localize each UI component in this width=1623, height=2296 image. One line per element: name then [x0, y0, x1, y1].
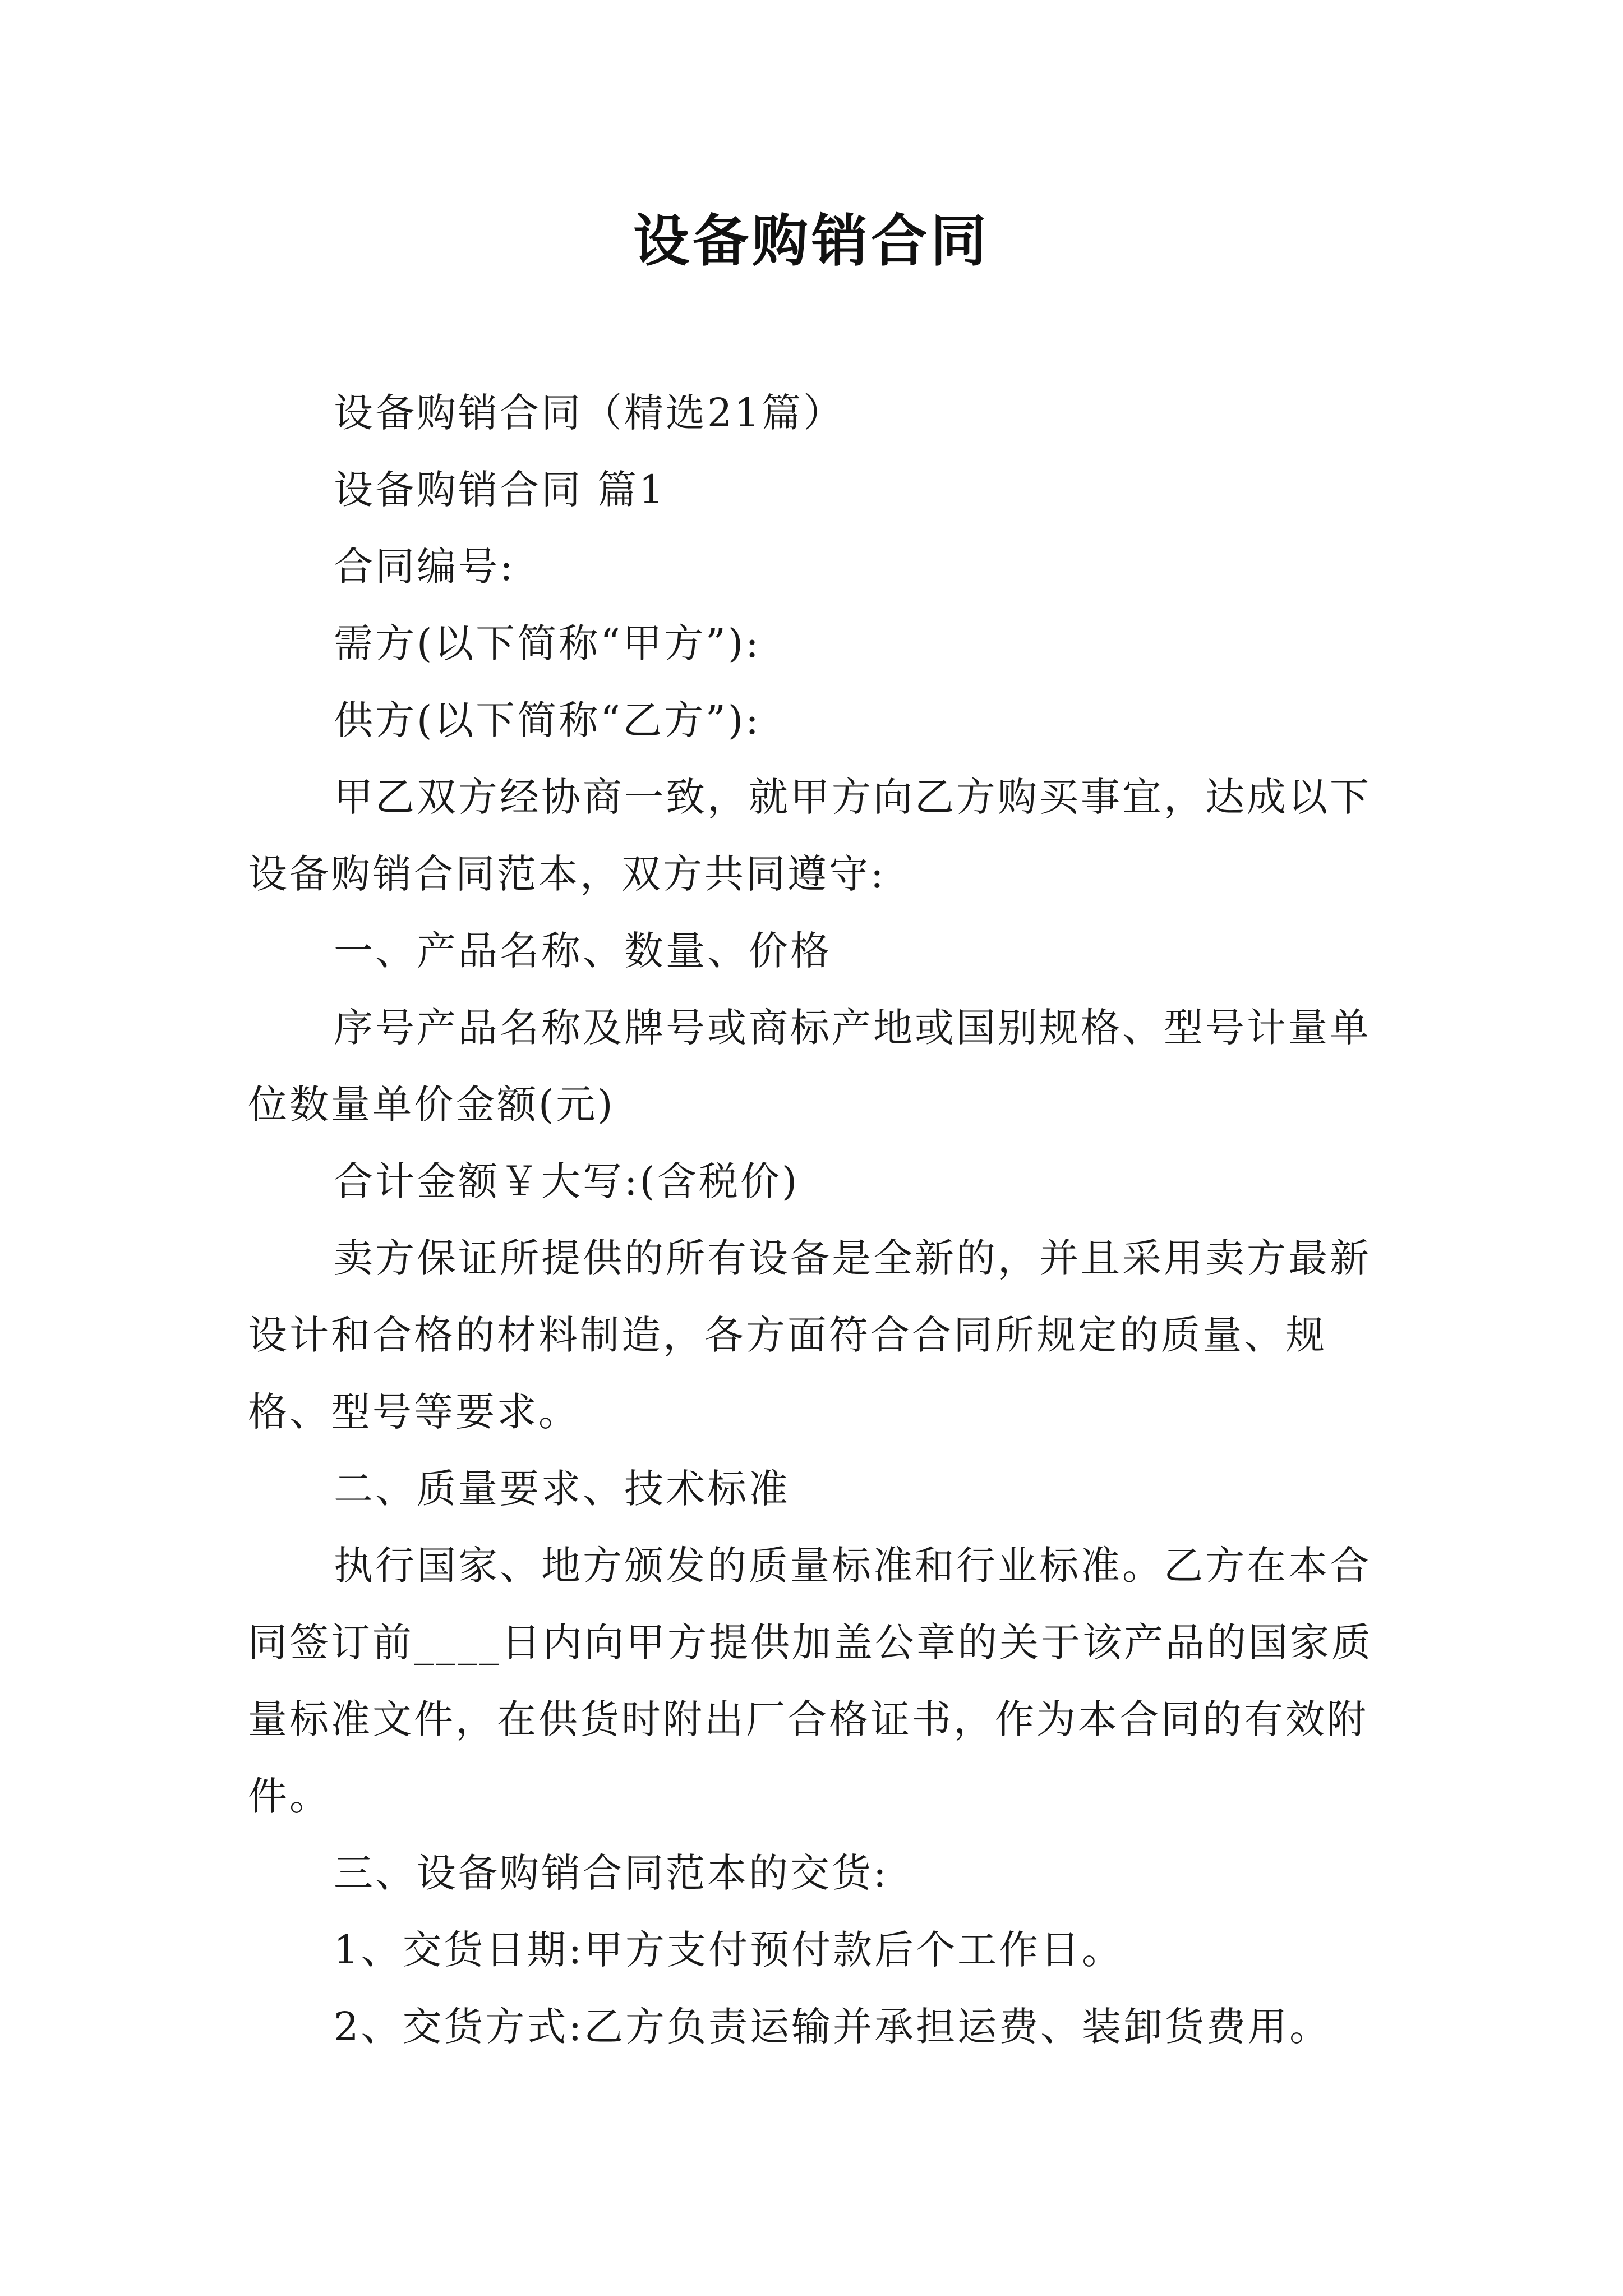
paragraph-subtitle: 设备购销合同（精选21篇） — [334, 390, 845, 436]
paragraph-seller-guarantee: 卖方保证所提供的所有设备是全新的，并且采用卖方最新设计和合格的材料制造，各方面符合合同所规定的质量、规格、型号等要求。 — [248, 1235, 1371, 1435]
paragraph-section-heading: 设备购销合同 篇1 — [334, 467, 666, 513]
paragraph-clause-3-heading: 三、设备购销合同范本的交货: — [334, 1850, 889, 1896]
document-body — [248, 375, 1381, 2065]
paragraph-delivery-date: 1、交货日期:甲方支付预付款后个工作日。 — [334, 1927, 1124, 1973]
paragraph-contract-number: 合同编号: — [334, 544, 515, 590]
paragraph-clause-1-heading: 一、产品名称、数量、价格 — [334, 928, 832, 974]
paragraph-agreement: 甲乙双方经协商一致，就甲方向乙方购买事宜，达成以下设备购销合同范本，双方共同遵守: — [248, 774, 1371, 897]
paragraph-total-amount: 合计金额￥大写:(含税价) — [334, 1158, 800, 1204]
paragraph-party-a: 需方(以下简称“甲方”): — [334, 620, 761, 666]
paragraph-party-b: 供方(以下简称“乙方”): — [334, 697, 761, 743]
paragraph-quality-standard: 执行国家、地方颁发的质量标准和行业标准。乙方在本合同签订前____日内向甲方提供加盖公章的关于该产品的国家质量标准文件，在供货时附出厂合格证书，作为本合同的有效附件。 — [248, 1543, 1373, 1819]
document-title: 设备购销合同 — [633, 208, 990, 274]
paragraph-product-columns: 序号产品名称及牌号或商标产地或国别规格、型号计量单位数量单价金额(元) — [248, 1005, 1371, 1128]
paragraph-clause-2-heading: 二、质量要求、技术标准 — [334, 1466, 790, 1512]
paragraph-delivery-method: 2、交货方式:乙方负责运输并承担运费、装卸货费用。 — [334, 2004, 1331, 2050]
